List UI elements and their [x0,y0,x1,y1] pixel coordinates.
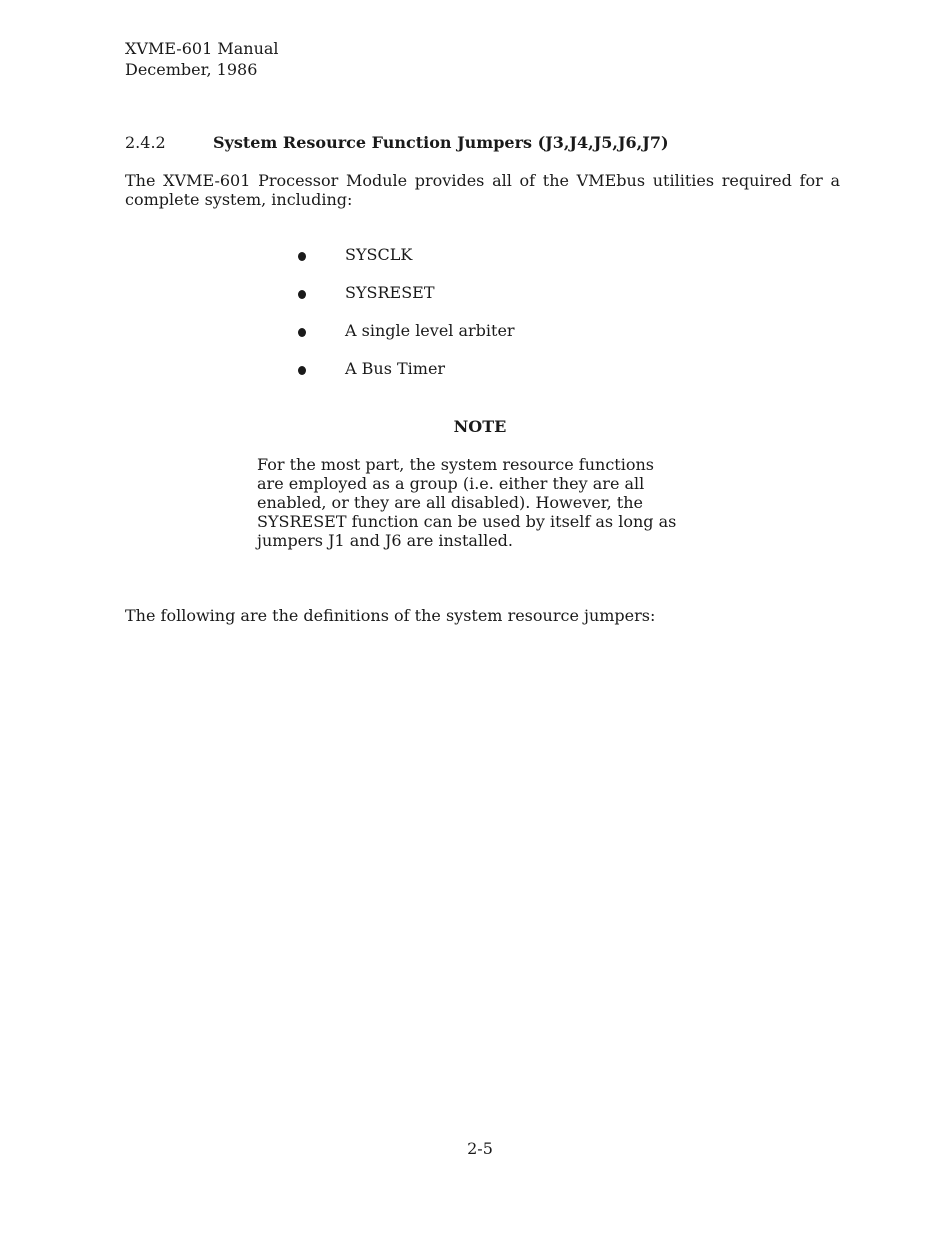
definitions-intro: The following are the definitions of the system resource jumpers: [125,606,656,625]
note-line: are employed as a group (i.e. either they are all [257,474,645,493]
bullet-icon [298,290,306,299]
page-number: 2-5 [467,1139,493,1158]
note-line: jumpers J1 and J6 are installed. [257,531,513,550]
manual-title: XVME-601 Manual [125,39,279,58]
manual-date: December, 1986 [125,60,258,79]
list-item-label: SYSCLK [345,245,413,264]
list-item [298,321,515,359]
note-body [257,455,676,550]
bullet-icon [298,366,306,375]
section-title: System Resource Function Jumpers (J3,J4,J5,J6,J7) [213,133,669,152]
bullet-icon [298,252,306,261]
bullet-icon [298,328,306,337]
intro-paragraph: The XVME-601 Processor Module provides all of the VMEbus utilities required for a complete system, including: [125,171,840,209]
list-item [298,283,515,321]
utilities-list [298,245,515,397]
list-item-label: A Bus Timer [345,359,446,378]
note-title: NOTE [453,417,507,436]
list-item-label: A single level arbiter [345,321,515,340]
list-item [298,359,515,397]
note-line: enabled, or they are all disabled). However, the [257,493,643,512]
list-item-label: SYSRESET [345,283,435,302]
section-heading [125,133,669,153]
note-line: For the most part, the system resource functions [257,455,654,474]
list-item [298,245,515,283]
note-line: SYSRESET function can be used by itself as long as [257,512,677,531]
section-number: 2.4.2 [125,133,166,152]
page-header [125,38,279,80]
